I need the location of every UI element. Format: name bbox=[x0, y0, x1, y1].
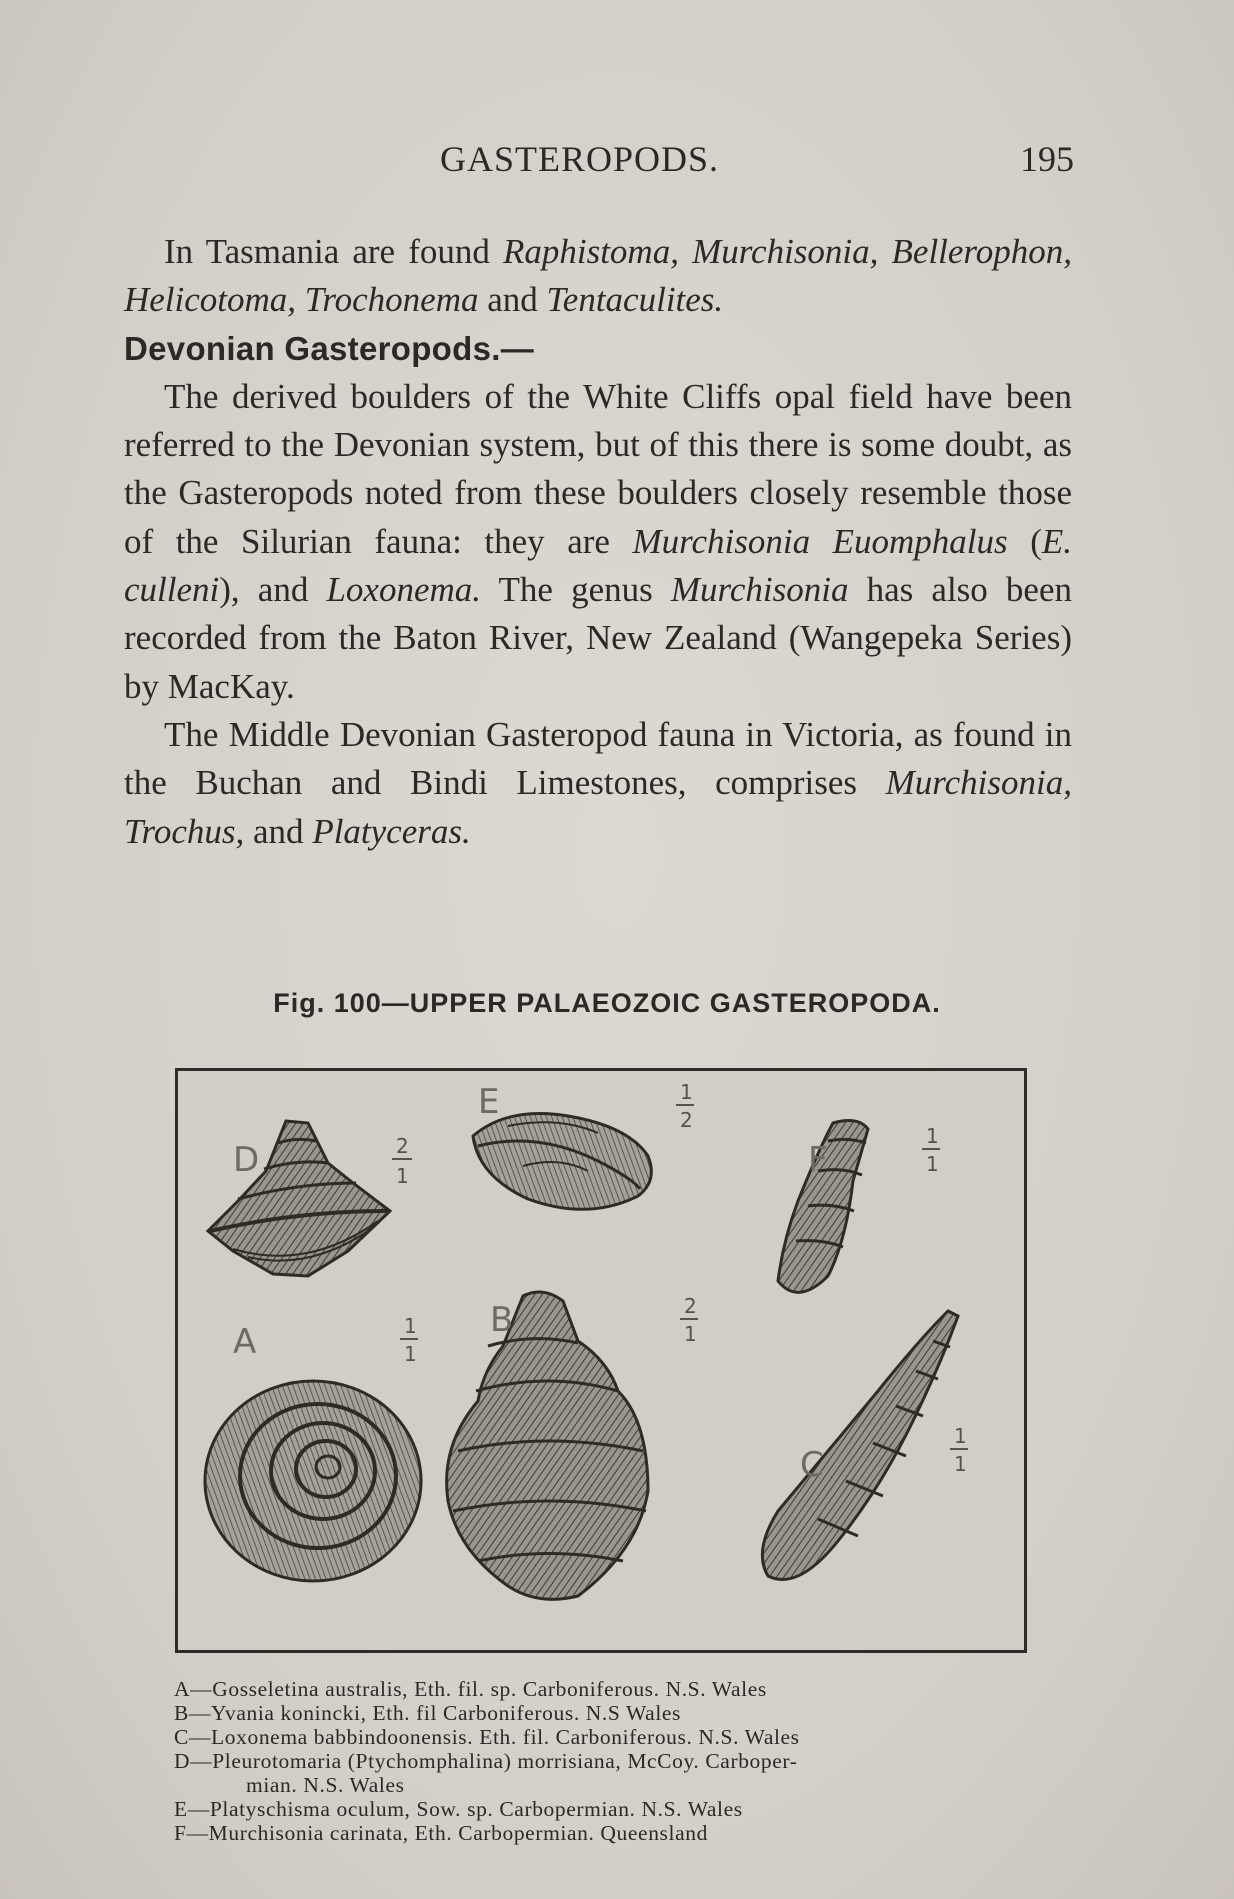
genus-names: Murchisonia bbox=[670, 570, 849, 610]
scale-c-num: 1 bbox=[954, 1424, 967, 1448]
text-run: In Tasmania are found bbox=[164, 232, 503, 271]
scale-f-num: 1 bbox=[926, 1124, 939, 1148]
genus-names: Loxonema. bbox=[326, 570, 482, 610]
legend-item-d-continued: mian. N.S. Wales bbox=[246, 1773, 405, 1797]
label-b: B bbox=[490, 1300, 514, 1340]
shell-a-drawing bbox=[205, 1381, 421, 1581]
running-head bbox=[124, 138, 1074, 188]
text-run: The genus bbox=[481, 570, 671, 610]
scale-a-den: 1 bbox=[404, 1342, 417, 1366]
text-run: has also been recorded from the Baton River, New Zealand (Wangepeka Series) by MacKay. bbox=[124, 570, 1072, 706]
legend-item-d: D—Pleurotomaria (Ptychomphalina) morrisiana, McCoy. Carboper- bbox=[174, 1749, 798, 1773]
scale-e-den: 2 bbox=[680, 1108, 693, 1132]
text-run: The Middle Devonian Gasteropod fauna in Victoria, as found in the Buchan and Bindi Limestones, comprises bbox=[124, 714, 1072, 803]
genus-names: Murchisonia, Trochus, bbox=[124, 763, 1072, 851]
body-text bbox=[124, 228, 1072, 856]
figure-legend bbox=[174, 1677, 1034, 1845]
text-run bbox=[878, 232, 891, 271]
label-d: D bbox=[233, 1140, 260, 1180]
figure-plate bbox=[175, 1068, 1027, 1653]
label-a: A bbox=[233, 1322, 257, 1362]
genus-names: Bellerophon, Helicotoma, Trochonema bbox=[124, 232, 1072, 320]
page-number: 195 bbox=[1020, 139, 1074, 179]
shell-b-drawing bbox=[447, 1292, 648, 1599]
label-c: C bbox=[800, 1445, 824, 1485]
scale-e-num: 1 bbox=[680, 1080, 693, 1104]
text-run: and bbox=[478, 280, 547, 320]
genus-names: Tentaculites. bbox=[546, 280, 724, 320]
paragraph-middle-devonian bbox=[124, 711, 1072, 856]
scale-b-num: 2 bbox=[684, 1294, 697, 1318]
paragraph-white-cliffs bbox=[124, 373, 1072, 711]
section-heading: Devonian Gasteropods.— bbox=[124, 329, 535, 367]
scale-d-den: 1 bbox=[396, 1164, 409, 1188]
legend-item-f: F—Murchisonia carinata, Eth. Carbopermian. Queensland bbox=[174, 1821, 708, 1845]
scale-d-num: 2 bbox=[396, 1134, 409, 1158]
scale-f-den: 1 bbox=[926, 1152, 939, 1176]
text-run: ( bbox=[1007, 521, 1042, 561]
scale-b-den: 1 bbox=[684, 1322, 697, 1346]
text-run: ), and bbox=[219, 570, 327, 610]
legend-item-c: C—Loxonema babbindoonensis. Eth. fil. Carboniferous. N.S. Wales bbox=[174, 1725, 800, 1749]
scale-c-den: 1 bbox=[954, 1452, 967, 1476]
shell-c-drawing bbox=[762, 1311, 958, 1579]
running-title: GASTEROPODS. bbox=[440, 139, 720, 179]
paragraph-tasmania bbox=[124, 228, 1072, 325]
legend-item-e: E—Platyschisma oculum, Sow. sp. Carbopermian. N.S. Wales bbox=[174, 1797, 743, 1821]
fossil-illustration bbox=[178, 1071, 1024, 1650]
text-run: and bbox=[244, 811, 313, 851]
genus-names: Murchisonia Euomphalus bbox=[632, 521, 1008, 561]
genus-names: Platyceras. bbox=[312, 811, 471, 851]
scale-a-num: 1 bbox=[404, 1314, 417, 1338]
text-run: The derived boulders of the White Cliffs opal field have been referred to the Devonian system, but of this there is some doubt, as the Gasteropods noted from these boulders closely resemble those of the Silurian fauna: they are bbox=[124, 376, 1072, 561]
figure-caption: Fig. 100—UPPER PALAEOZOIC GASTEROPODA. bbox=[273, 988, 941, 1018]
genus-names: Raphistoma, Murchisonia, bbox=[502, 232, 879, 271]
legend-item-b: B—Yvania konincki, Eth. fil Carboniferous. N.S Wales bbox=[174, 1701, 682, 1725]
shell-e-drawing bbox=[473, 1114, 651, 1210]
species-name: E. culleni bbox=[124, 521, 1072, 610]
label-f: F bbox=[808, 1140, 828, 1180]
label-e: E bbox=[478, 1082, 500, 1122]
legend-item-a: A—Gosseletina australis, Eth. fil. sp. Carboniferous. N.S. Wales bbox=[174, 1677, 767, 1701]
